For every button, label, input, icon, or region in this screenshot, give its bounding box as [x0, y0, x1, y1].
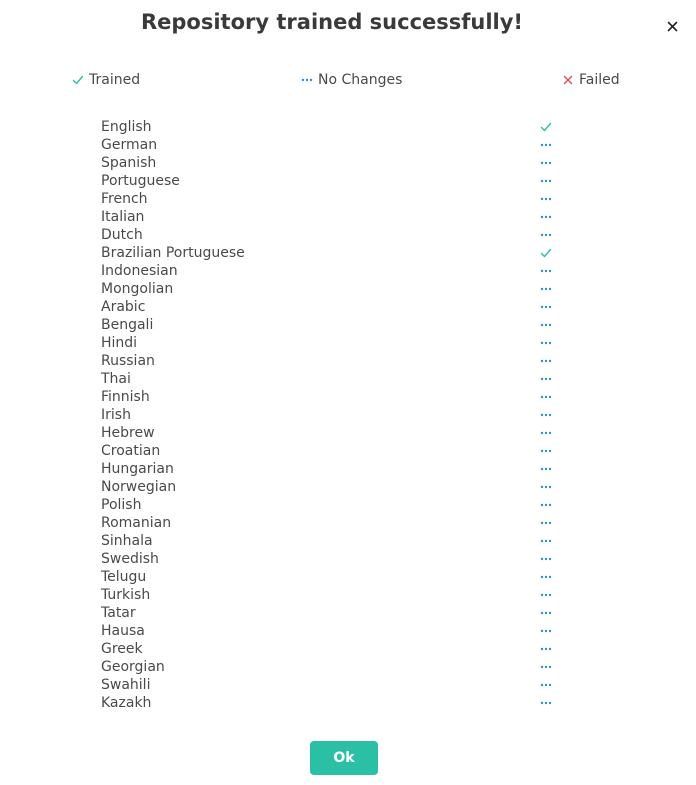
language-row	[101, 154, 561, 172]
language-name: Romanian	[101, 515, 172, 531]
language-row	[101, 622, 561, 640]
language-row	[101, 334, 561, 352]
language-row	[101, 586, 561, 604]
dots-icon	[540, 480, 552, 494]
language-row	[101, 496, 561, 514]
dots-icon	[540, 318, 552, 332]
dots-icon	[540, 606, 552, 620]
language-name: Spanish	[101, 155, 157, 171]
dots-icon	[540, 372, 552, 386]
dots-icon	[540, 174, 552, 188]
language-name: Sinhala	[101, 533, 153, 549]
language-row	[101, 442, 561, 460]
language-row	[101, 244, 561, 262]
dots-icon	[540, 138, 552, 152]
dots-icon	[540, 678, 552, 692]
dots-icon	[540, 588, 552, 602]
language-name: Kazakh	[101, 695, 152, 711]
dots-icon	[540, 300, 552, 314]
language-name: Brazilian Portuguese	[101, 245, 245, 261]
language-name: Thai	[101, 371, 131, 387]
language-name: Hungarian	[101, 461, 174, 477]
language-list	[101, 118, 561, 712]
dialog-title: Repository trained successfully!	[140, 10, 524, 34]
language-row	[101, 568, 561, 586]
dots-icon	[540, 462, 552, 476]
dots-icon	[540, 354, 552, 368]
language-row	[101, 136, 561, 154]
language-row	[101, 424, 561, 442]
legend-failed-label: Failed	[579, 72, 620, 88]
language-name: Indonesian	[101, 263, 178, 279]
language-row	[101, 460, 561, 478]
dots-icon	[540, 264, 552, 278]
language-name: Polish	[101, 497, 142, 513]
dots-icon	[540, 156, 552, 170]
language-row	[101, 676, 561, 694]
language-row	[101, 658, 561, 676]
language-name: Swedish	[101, 551, 159, 567]
dots-icon	[540, 210, 552, 224]
language-row	[101, 550, 561, 568]
language-row	[101, 190, 561, 208]
language-row	[101, 604, 561, 622]
language-name: Russian	[101, 353, 155, 369]
dots-icon	[540, 408, 552, 422]
legend-no-changes-label: No Changes	[318, 72, 403, 88]
dots-icon	[540, 696, 552, 710]
language-name: Arabic	[101, 299, 146, 315]
language-name: Hausa	[101, 623, 145, 639]
language-name: Turkish	[101, 587, 151, 603]
language-name: English	[101, 119, 152, 135]
dots-icon	[540, 570, 552, 584]
language-name: Irish	[101, 407, 131, 423]
language-row	[101, 532, 561, 550]
language-row	[101, 262, 561, 280]
language-name: Tatar	[101, 605, 136, 621]
language-row	[101, 478, 561, 496]
language-row	[101, 298, 561, 316]
language-row	[101, 388, 561, 406]
language-name: Swahili	[101, 677, 151, 693]
language-name: Norwegian	[101, 479, 177, 495]
check-icon	[540, 246, 552, 260]
language-row	[101, 640, 561, 658]
check-icon	[71, 73, 85, 87]
dots-icon	[300, 73, 314, 87]
close-icon	[667, 21, 678, 32]
language-name: Georgian	[101, 659, 165, 675]
language-name: Mongolian	[101, 281, 174, 297]
language-name: Croatian	[101, 443, 161, 459]
dots-icon	[540, 282, 552, 296]
language-name: Dutch	[101, 227, 143, 243]
language-row	[101, 316, 561, 334]
language-row	[101, 280, 561, 298]
legend-no-changes	[300, 70, 402, 90]
language-name: Telugu	[101, 569, 147, 585]
dots-icon	[540, 516, 552, 530]
language-row	[101, 694, 561, 712]
language-name: Hindi	[101, 335, 138, 351]
dots-icon	[540, 444, 552, 458]
dots-icon	[540, 498, 552, 512]
ok-button[interactable]: Ok	[310, 741, 378, 775]
dots-icon	[540, 390, 552, 404]
legend-trained-label: Trained	[89, 72, 141, 88]
language-row	[101, 226, 561, 244]
language-row	[101, 172, 561, 190]
language-name: Hebrew	[101, 425, 155, 441]
dots-icon	[540, 660, 552, 674]
dots-icon	[540, 426, 552, 440]
dots-icon	[540, 192, 552, 206]
dots-icon	[540, 552, 552, 566]
language-name: Finnish	[101, 389, 150, 405]
check-icon	[540, 120, 552, 134]
dots-icon	[540, 228, 552, 242]
legend-failed	[561, 70, 620, 90]
language-name: Italian	[101, 209, 145, 225]
x-icon	[561, 73, 575, 87]
language-name: Bengali	[101, 317, 154, 333]
language-row	[101, 514, 561, 532]
legend-trained	[71, 70, 140, 90]
language-row	[101, 370, 561, 388]
language-row	[101, 208, 561, 226]
language-row	[101, 118, 561, 136]
language-row	[101, 352, 561, 370]
dots-icon	[540, 624, 552, 638]
dots-icon	[540, 534, 552, 548]
close-button[interactable]	[662, 16, 682, 36]
dots-icon	[540, 336, 552, 350]
language-name: German	[101, 137, 158, 153]
language-name: Portuguese	[101, 173, 180, 189]
language-row	[101, 406, 561, 424]
language-name: French	[101, 191, 148, 207]
dots-icon	[540, 642, 552, 656]
language-name: Greek	[101, 641, 143, 657]
